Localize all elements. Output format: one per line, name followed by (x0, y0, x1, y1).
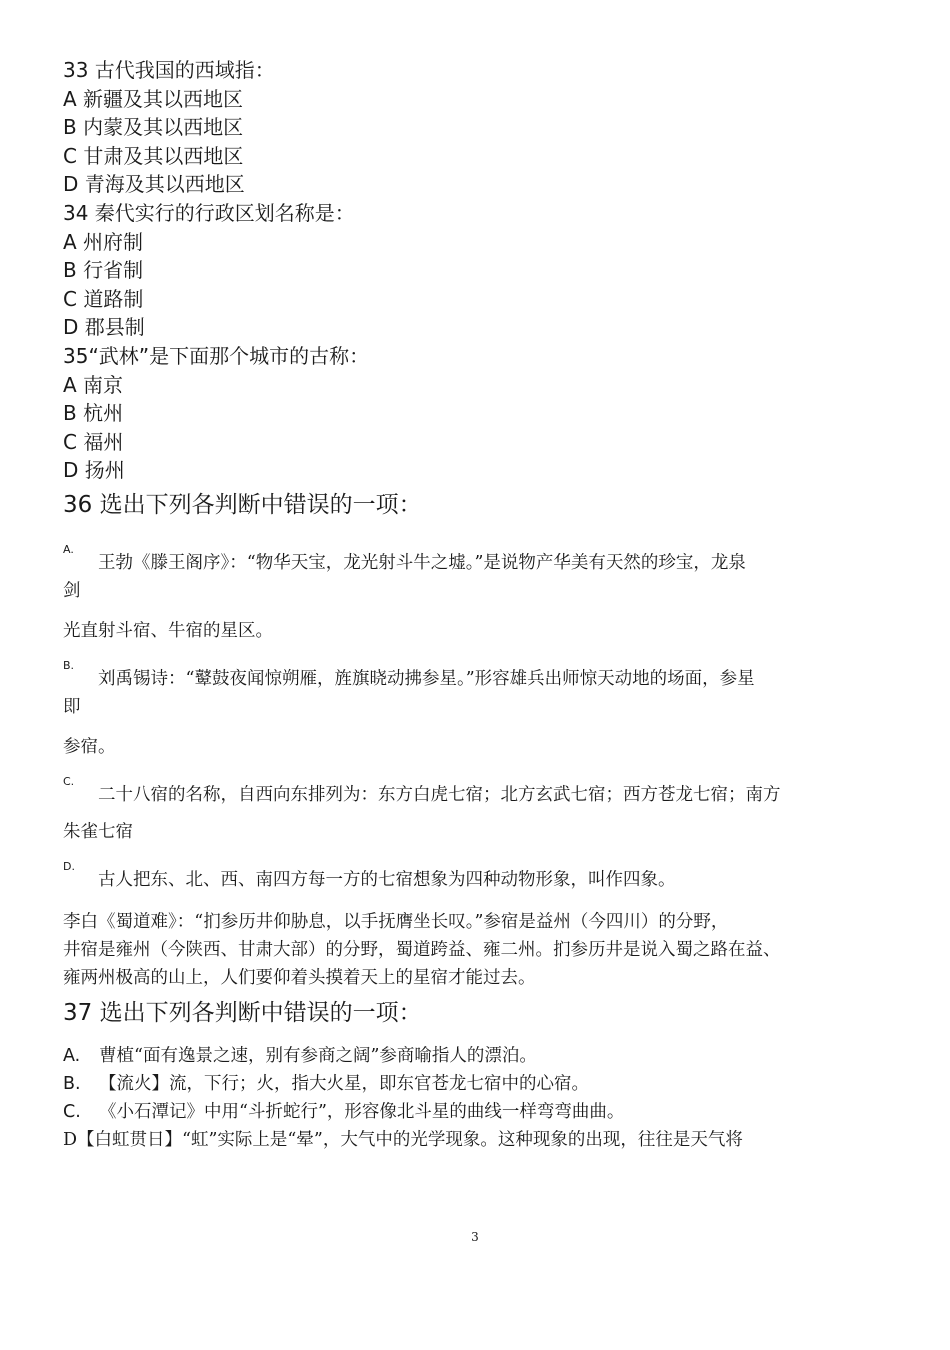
option-label: B. (63, 1073, 81, 1094)
option-d (63, 859, 903, 894)
option-b: B 行省制 (63, 258, 144, 283)
question-33 (63, 56, 903, 199)
question-35 (63, 342, 903, 485)
option-b: B 内蒙及其以西地区 (63, 115, 244, 140)
option-b (63, 658, 903, 761)
option-d: D 青海及其以西地区 (63, 172, 245, 197)
document-page (63, 56, 903, 1154)
explanation-note (63, 908, 903, 992)
question-title: 37 选出下列各判断中错误的一项： (63, 999, 422, 1026)
option-label: D. (63, 859, 75, 873)
option-text-line: 刘禹锡诗：“鼙鼓夜闻惊朔雁，旌旗晓动拂参星。”形容雄兵出师惊天动地的场面，参星 (98, 668, 755, 689)
question-34 (63, 199, 903, 342)
page-number: 3 (471, 1230, 479, 1244)
option-b (63, 1070, 903, 1098)
option-label: A. (63, 1045, 81, 1066)
note-line: 雍两州极高的山上，人们要仰着头摸着天上的星宿才能过去。 (63, 967, 536, 988)
option-label: B. (63, 658, 75, 672)
option-text-line: 王勃《滕王阁序》：“物华天宝，龙光射斗牛之墟。”是说物产华美有天然的珍宝，龙泉 (98, 552, 746, 573)
option-c: C 福州 (63, 429, 124, 454)
option-text: 【流火】流，下行；火，指大火星，即东官苍龙七宿中的心宿。 (99, 1073, 589, 1094)
option-d: D 郡县制 (63, 315, 145, 340)
question-title: 35“武林”是下面那个城市的古称： (63, 343, 370, 368)
option-text-line: 古人把东、北、西、南四方每一方的七宿想象为四种动物形象，叫作四象。 (98, 869, 676, 890)
question-title: 34 秦代实行的行政区划名称是： (63, 200, 355, 225)
option-text: 《小石潭记》中用“斗折蛇行”，形容像北斗星的曲线一样弯弯曲曲。 (99, 1101, 625, 1122)
option-a (63, 542, 903, 645)
option-label: C. (63, 1101, 81, 1122)
option-text-line: 即 (63, 696, 81, 717)
option-text-line: 剑 (63, 580, 81, 601)
option-c (63, 1098, 903, 1126)
note-line: 井宿是雍州（今陕西、甘肃大部）的分野，蜀道跨益、雍二州。扪参历井是说入蜀之路在益、 (63, 939, 781, 960)
option-c (63, 774, 903, 846)
option-d: D【白虹贯日】“虹”实际上是“晕”，大气中的光学现象。这种现象的出现，往往是天气将 (63, 1129, 743, 1150)
option-c: C 甘肃及其以西地区 (63, 143, 244, 168)
option-text-line: 朱雀七宿 (63, 821, 133, 842)
question-title: 33 古代我国的西域指： (63, 58, 275, 82)
option-text-line: 二十八宿的名称，自西向东排列为：东方白虎七宿；北方玄武七宿；西方苍龙七宿；南方 (98, 784, 781, 805)
option-label: C. (63, 774, 75, 788)
option-a: A 南京 (63, 372, 124, 397)
option-text: 曹植“面有逸景之速，别有参商之阔”参商喻指人的漂泊。 (99, 1045, 537, 1066)
question-36 (63, 488, 903, 992)
note-line: 李白《蜀道难》：“扪参历井仰胁息，以手抚膺坐长叹。”参宿是益州（今四川）的分野， (63, 911, 729, 932)
question-title: 36 选出下列各判断中错误的一项： (63, 491, 422, 518)
option-a: A 新疆及其以西地区 (63, 86, 244, 111)
option-text-line: 光直射斗宿、牛宿的星区。 (63, 620, 273, 641)
option-d: D 扬州 (63, 458, 125, 483)
option-a: A 州府制 (63, 229, 144, 254)
question-37 (63, 996, 903, 1154)
option-text-line: 参宿。 (63, 736, 116, 757)
option-a (63, 1042, 903, 1070)
option-b: B 杭州 (63, 401, 124, 426)
option-label: A. (63, 542, 74, 556)
option-c: C 道路制 (63, 286, 144, 311)
